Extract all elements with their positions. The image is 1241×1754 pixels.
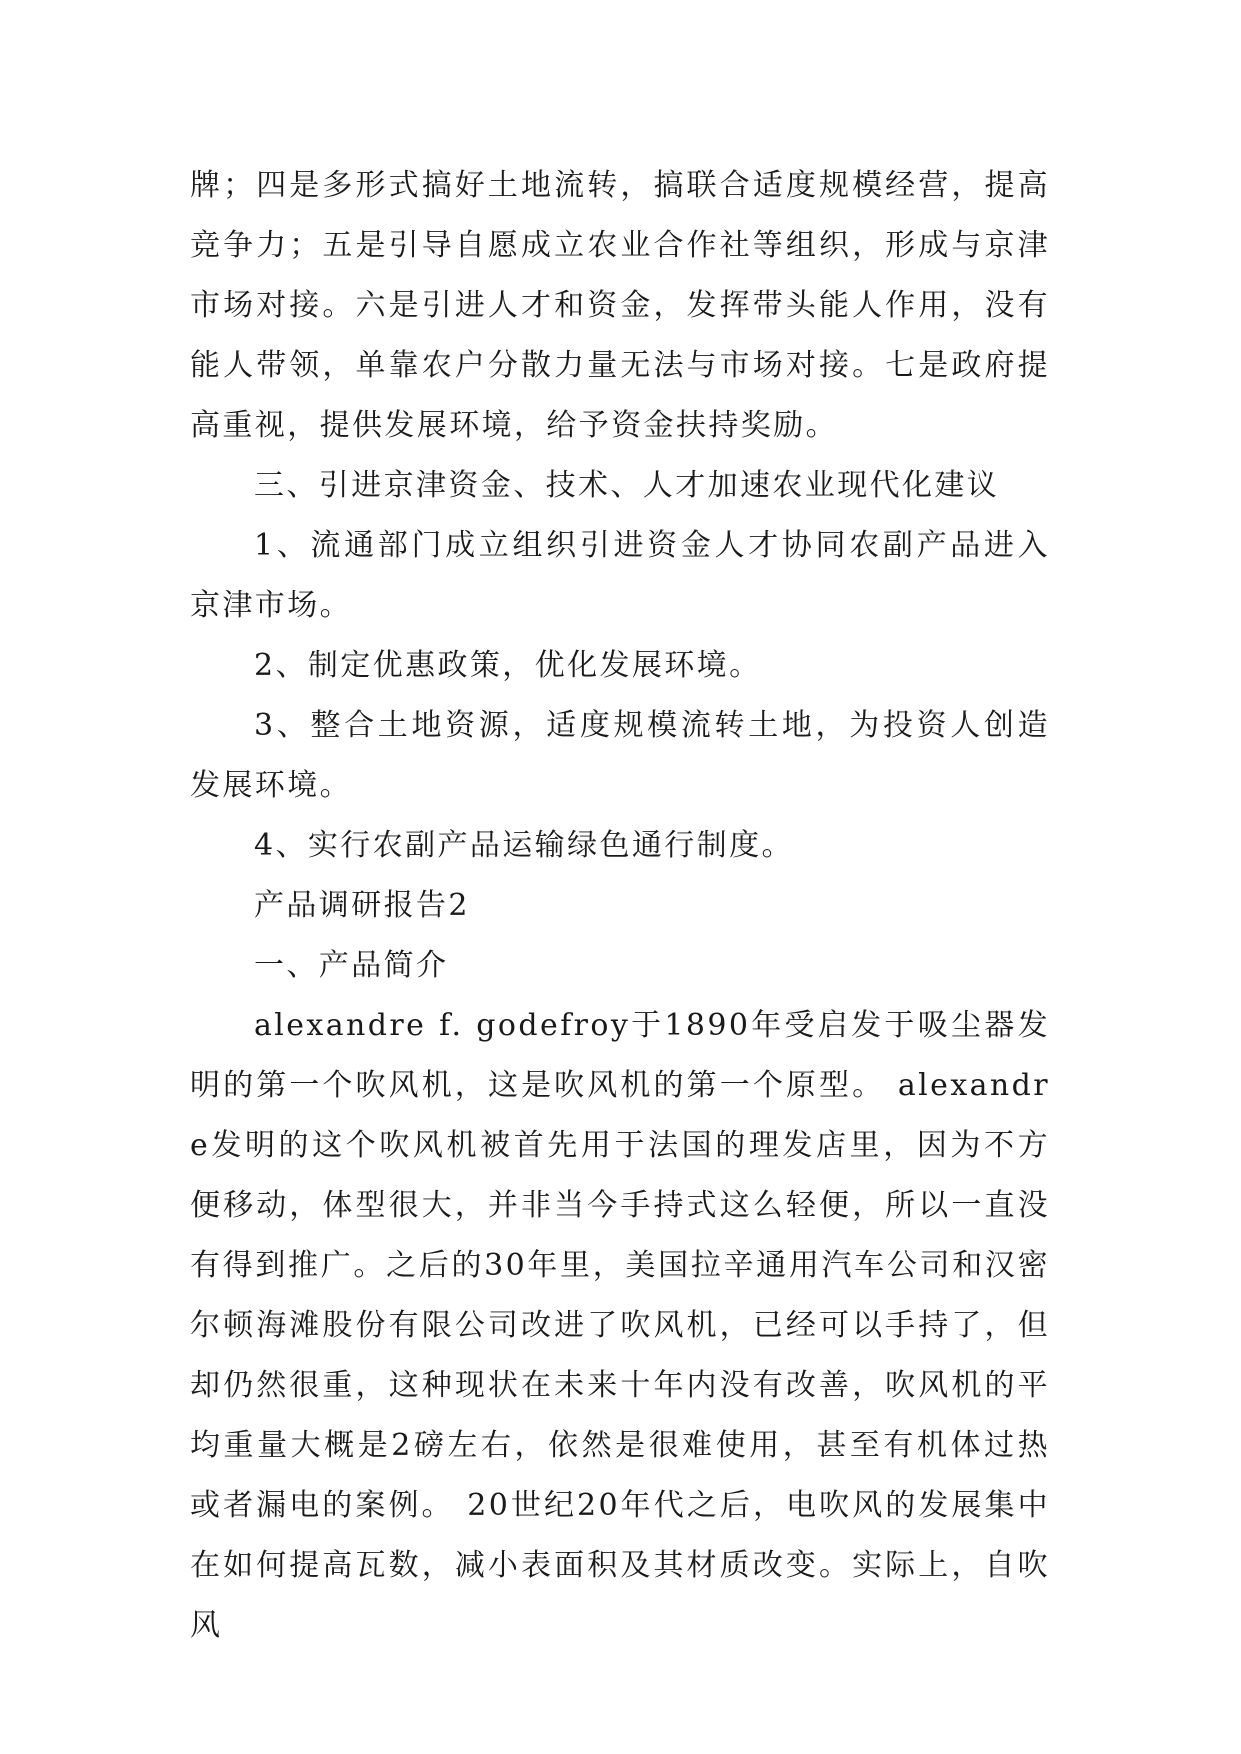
list-item-4: 4、实行农副产品运输绿色通行制度。 bbox=[254, 828, 794, 863]
paragraph-continuation: 牌；四是多形式搞好土地流转，搞联合适度规模经营，提高竞争力；五是引导自愿成立农业合作社等组织，形成与京津市场对接。六是引进人才和资金，发挥带头能人作用，没有能人带领，单靠农户分散力量无法与市场对接。七是政府提高重视，提供发展环境，给予资金扶持奖励。 bbox=[190, 168, 1050, 443]
section-heading-3: 三、引进京津资金、技术、人才加速农业现代化建议 bbox=[254, 468, 1000, 503]
list-item-2: 2、制定优惠政策，优化发展环境。 bbox=[254, 648, 762, 683]
section-heading-1: 一、产品简介 bbox=[254, 948, 449, 983]
list-item-1: 1、流通部门成立组织引进资金人才协同农副产品进入京津市场。 bbox=[190, 528, 1050, 623]
paragraph-product-intro: alexandre f. godefroy于1890年受启发于吸尘器发明的第一个吹风机，这是吹风机的第一个原型。 alexandre发明的这个吹风机被首先用于法国的理发店里，因为不方便移动，体型很大，并非当今手持式这么轻便，所以一直没有得到推广。之后的30年里，美国拉辛通用汽车公司和汉密尔顿海滩股份有限公司改进了吹风机，已经可以手持了，但却仍然很重，这种现状在未来十年内没有改善，吹风机的平均重量大概是2磅左右，依然是很难使用，甚至有机体过热或者漏电的案例。 20世纪20年代之后，电吹风的发展集中在如何提高瓦数，减小表面积及其材质改变。实际上，自吹风 bbox=[190, 1008, 1050, 1643]
document-body bbox=[190, 156, 1050, 1656]
list-item-3: 3、整合土地资源，适度规模流转土地，为投资人创造发展环境。 bbox=[190, 708, 1050, 803]
report-title-2: 产品调研报告2 bbox=[254, 888, 470, 923]
